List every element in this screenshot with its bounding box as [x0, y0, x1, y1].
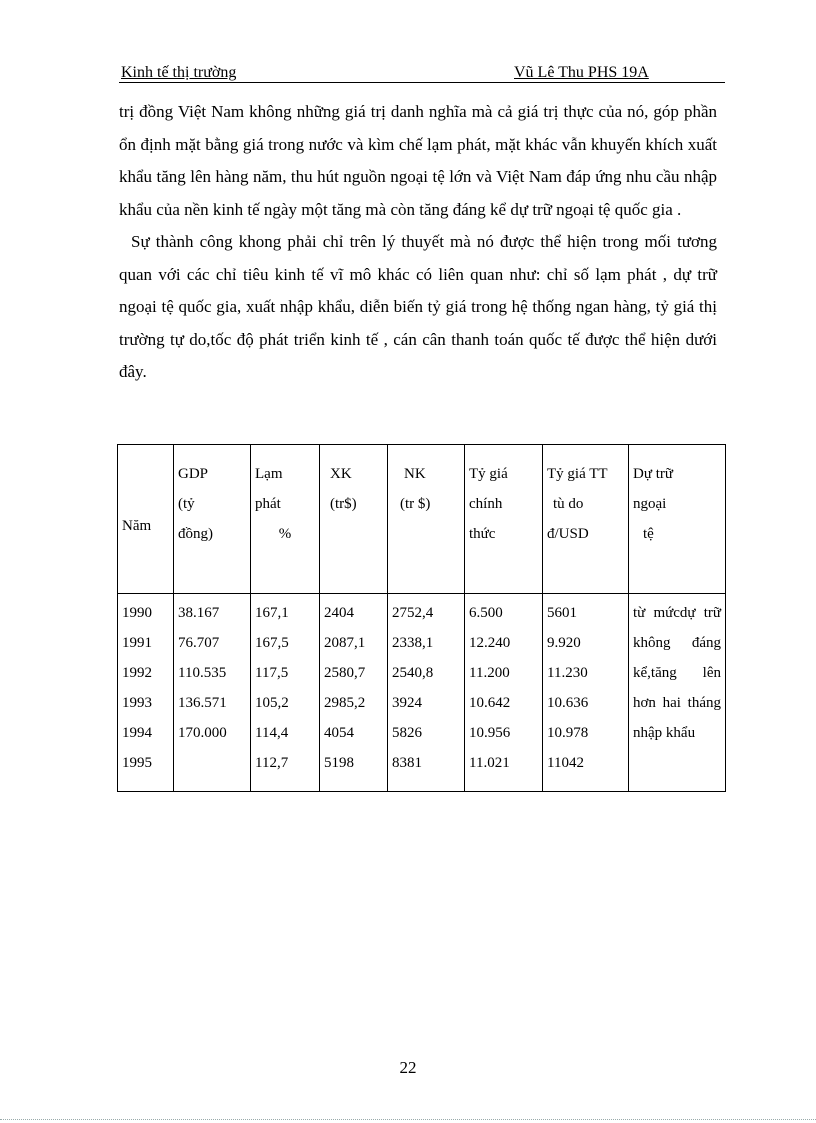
gdp-cell: 170.000 — [178, 725, 227, 741]
gdp-cell: 38.167 — [178, 605, 220, 621]
official-rate-cell: 12.240 — [469, 635, 511, 651]
import-cell: 8381 — [392, 755, 422, 771]
import-cell: 5826 — [392, 725, 422, 741]
col-years — [118, 594, 174, 792]
free-rate-cell: 10.978 — [547, 725, 589, 741]
import-cell: 2540,8 — [392, 665, 434, 681]
export-cell: 5198 — [324, 755, 354, 771]
col-inflation — [251, 594, 320, 792]
table-data-row — [118, 594, 726, 792]
table-header-row — [118, 445, 726, 594]
footer-divider — [0, 1119, 816, 1120]
header-author: Vũ Lê Thu PHS 19A — [514, 64, 649, 81]
official-rate-cell: 6.500 — [469, 605, 503, 621]
gdp-cell: 136.571 — [178, 695, 227, 711]
export-cell: 2985,2 — [324, 695, 366, 711]
paragraph-2: Sự thành công khong phải chỉ trên lý thuyết mà nó được thể hiện trong mối tương quan với các chỉ tiêu kinh tế vĩ mô khác có liên quan như: chỉ số lạm phát , dự trữ ngoại tệ quốc gia, xuất nhập khẩu, diễn biến tỷ giá trong hệ thống ngan hàng, tỷ giá thị trường tự do,tốc độ phát triển kinh tế , cán cân thanh toán quốc tế được thể hiện dưới đây. — [119, 232, 717, 381]
col-free-rate — [543, 594, 629, 792]
col-gdp — [174, 594, 251, 792]
official-rate-cell: 10.956 — [469, 725, 511, 741]
import-cell: 2338,1 — [392, 635, 434, 651]
free-rate-cell: 11042 — [547, 755, 584, 771]
free-rate-cell: 10.636 — [547, 695, 589, 711]
import-cell: 2752,4 — [392, 605, 434, 621]
header-export: XK (tr$) — [320, 445, 388, 594]
inflation-cell: 105,2 — [255, 695, 289, 711]
official-rate-cell: 11.200 — [469, 665, 510, 681]
gdp-cell — [178, 748, 246, 778]
official-rate-cell: 10.642 — [469, 695, 511, 711]
page-number: 22 — [399, 1058, 417, 1077]
economic-indicators-table — [117, 444, 726, 792]
col-export — [320, 594, 388, 792]
paragraph-1: trị đồng Việt Nam không những giá trị danh nghĩa mà cả giá trị thực của nó, góp phần ổn định mặt bằng giá trong nước và kìm chế lạm phát, mặt khác vẫn khuyến khích xuất khẩu tăng lên hàng năm, thu hút nguồn ngoại tệ lớn và Việt Nam đáp ứng nhu cầu nhập khẩu của nền kinh tế ngày một tăng mà còn tăng đáng kể dự trữ ngoại tệ quốc gia . — [119, 102, 717, 219]
reserve-text: từ mứcdự trữ không đáng kể,tăng lên hơn hai tháng nhập khẩu — [633, 605, 721, 741]
page-header — [119, 62, 725, 83]
year-cell: 1990 — [122, 605, 152, 621]
inflation-cell: 167,1 — [255, 605, 289, 621]
official-rate-cell: 11.021 — [469, 755, 510, 771]
header-free-rate: Tỷ giá TT tù do đ/USD — [543, 445, 629, 594]
col-official-rate — [465, 594, 543, 792]
inflation-cell: 117,5 — [255, 665, 289, 681]
free-rate-cell: 11.230 — [547, 665, 588, 681]
header-official-rate: Tỷ giá chính thức — [465, 445, 543, 594]
free-rate-cell: 5601 — [547, 605, 577, 621]
import-cell: 3924 — [392, 695, 422, 711]
year-cell: 1994 — [122, 725, 152, 741]
export-cell: 2404 — [324, 605, 354, 621]
year-cell: 1991 — [122, 635, 152, 651]
gdp-cell: 76.707 — [178, 635, 220, 651]
header-gdp: GDP (tỷ đồng) — [174, 445, 251, 594]
header-subject: Kinh tế thị trường — [121, 64, 237, 81]
export-cell: 2087,1 — [324, 635, 366, 651]
inflation-cell: 112,7 — [255, 755, 289, 771]
header-year: Năm — [118, 445, 174, 594]
col-reserve — [629, 594, 726, 792]
year-cell: 1993 — [122, 695, 152, 711]
col-import — [388, 594, 465, 792]
inflation-cell: 114,4 — [255, 725, 289, 741]
header-import: NK (tr $) — [388, 445, 465, 594]
gdp-cell: 110.535 — [178, 665, 227, 681]
header-reserve: Dự trữ ngoại tệ — [629, 445, 726, 594]
header-inflation: Lạm phát % — [251, 445, 320, 594]
year-cell: 1995 — [122, 755, 152, 771]
year-cell: 1992 — [122, 665, 152, 681]
body-text — [119, 96, 717, 389]
inflation-cell: 167,5 — [255, 635, 289, 651]
export-cell: 2580,7 — [324, 665, 366, 681]
export-cell: 4054 — [324, 725, 354, 741]
free-rate-cell: 9.920 — [547, 635, 581, 651]
